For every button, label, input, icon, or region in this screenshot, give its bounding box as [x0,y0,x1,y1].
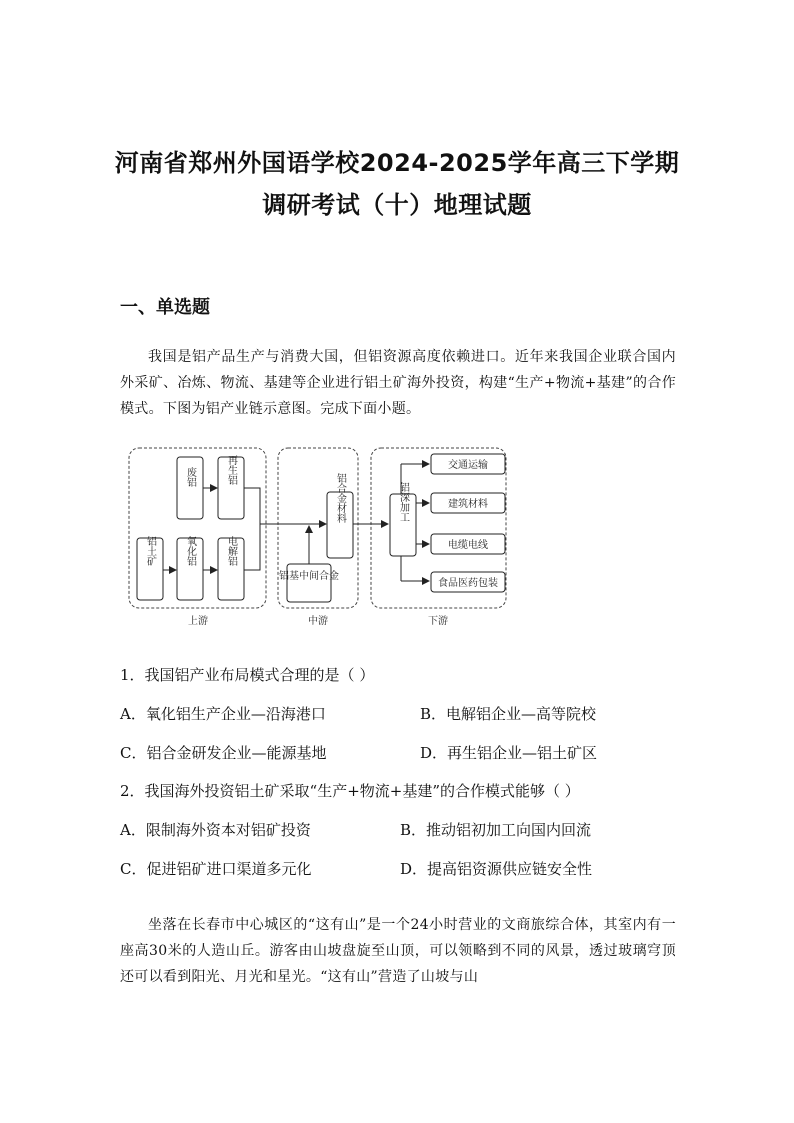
label-downstream: 下游 [428,616,448,627]
document-title-line1: 河南省郑州外国语学校2024-2025学年高三下学期 [114,149,680,177]
label-aluminum-master-alloy: 铝基中间合金 [279,571,339,582]
document-title-line2: 调研考试（十）地理试题 [262,191,532,219]
label-recycled-aluminum: 再生铝 [225,455,237,485]
question-2-stem: 2．我国海外投资铝土矿采取“生产+物流+基建”的合作模式能够（ ） [120,782,580,800]
label-transportation: 交通运输 [448,460,488,471]
label-electrolytic-aluminum: 电解铝 [225,536,237,566]
label-scrap-aluminum: 废铝 [184,467,196,487]
label-food-pharma-packaging: 食品医药包装 [438,578,498,589]
label-building-materials: 建筑材料 [448,499,488,510]
reading-passage-2: 坐落在长春市中心城区的“这有山”是一个24小时营业的文商旅综合体，其室内有一座高30米的人造山丘。游客由山坡盘旋至山顶，可以领略到不同的风景，透过玻璃穹顶还可以看到阳光、月光和星光。“这有山”营造了山坡与山 [120,917,676,985]
aluminum-industry-chain-diagram [120,440,520,634]
question-2-option-c[interactable]: C．促进铝矿进口渠道多元化 [120,860,312,878]
question-1-option-b[interactable]: B．电解铝企业—高等院校 [420,705,597,723]
label-alumina: 氧化铝 [184,536,196,566]
question-2-option-a[interactable]: A．限制海外资本对铝矿投资 [120,821,311,839]
section-heading: 一、单选题 [120,297,210,318]
question-1-stem: 1．我国铝产业布局模式合理的是（ ） [120,666,375,684]
question-1-option-a[interactable]: A．氧化铝生产企业—沿海港口 [120,705,326,723]
question-1-option-d[interactable]: D．再生铝企业—铝土矿区 [420,744,598,762]
label-cables-wires: 电缆电线 [448,540,488,551]
box-aluminum-master-alloy [287,564,331,602]
label-aluminum-deep-processing: 铝深加工 [397,482,409,522]
label-upstream: 上游 [188,616,208,627]
question-2-option-d[interactable]: D．提高铝资源供应链安全性 [400,860,593,878]
label-aluminum-alloy-material: 铝合金材料 [334,473,346,523]
reading-passage-1: 我国是铝产品生产与消费大国，但铝资源高度依赖进口。近年来我国企业联合国内外采矿、冶炼、物流、基建等企业进行铝土矿海外投资，构建“生产+物流+基建”的合作模式。下图为铝产业链示意图。完成下面小题。 [120,349,676,417]
label-midstream: 中游 [308,616,328,627]
question-2-option-b[interactable]: B．推动铝初加工向国内回流 [400,821,592,839]
label-bauxite: 铝土矿 [144,536,156,566]
question-1-option-c[interactable]: C．铝合金研发企业—能源基地 [120,744,327,762]
